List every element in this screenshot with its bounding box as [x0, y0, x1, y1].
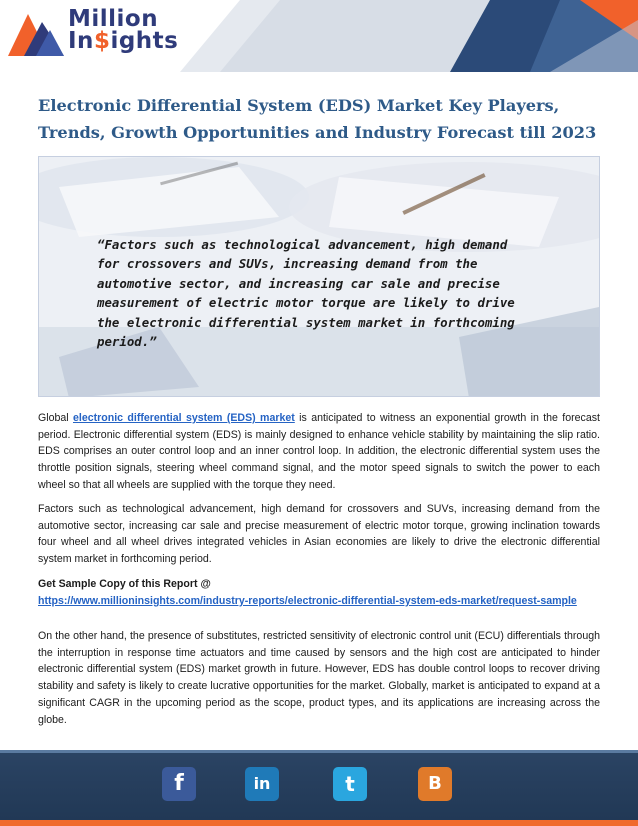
paragraph-3: On the other hand, the presence of substitutes, restricted sensitivity of electronic control unit (ECU) differentials through the interruption in response time actuators and time caused by sensors and the high cost are anticipated to hinder electronic differential system (EDS) market growth in future. However, EDS has double control loops to recover driving stability and safety is likely to create lucrative opportunities for the market. Globally, market is anticipated to expand at a significant CAGR in the upcoming period as the scope, product types, and its applications are increasing across the globe. — [38, 630, 600, 726]
footer-strip — [0, 750, 638, 753]
logo-line-1: Million — [68, 6, 159, 32]
header-decoration — [180, 0, 638, 72]
linkedin-icon[interactable]: in — [245, 767, 279, 801]
sample-label: Get Sample Copy of this Report @ — [38, 578, 211, 590]
logo-line-2: In$ights — [68, 28, 179, 54]
paragraph-1 — [38, 410, 600, 494]
sample-link[interactable]: https://www.millioninsights.com/industry-reports/electronic-differential-system-eds-market/request-sample — [38, 594, 577, 607]
page-title: Electronic Differential System (EDS) Market Key Players, Trends, Growth Opportunities and Industry Forecast till 2023 — [38, 96, 597, 142]
paragraph-1-prefix: Global — [38, 412, 73, 424]
blogger-icon[interactable]: B — [418, 767, 452, 801]
facebook-icon[interactable]: f — [162, 767, 196, 801]
footer-bottom-bar — [0, 820, 638, 826]
footer — [0, 750, 638, 826]
logo-text — [68, 8, 178, 52]
header — [0, 0, 638, 72]
market-link[interactable]: electronic differential system (EDS) market — [73, 412, 295, 424]
quote-box — [38, 156, 600, 397]
paragraph-2: Factors such as technological advancement, high demand for crossovers and SUVs, increasing demand from the automotive sector, increasing car sale and precise measurement of electric motor torque, growing inclination towards four wheel and all wheel drives integrated vehicles in Asian economies are likely to drive the electronic differential system market in forthcoming period. — [38, 503, 600, 566]
paragraph-1-suffix: is anticipated to witness an exponential growth in the forecast period. Electronic differential system (EDS) is mainly designed to enhance vehicle stability by maintaining the slip ratio. EDS comprises an outer control loop and an inner control loop. In addition, the electronic differential system uses the throttle position signals, steering wheel command signal, and the motor speed signals to switch the power to each wheel so that all wheels are supplied with the torque they need. — [38, 412, 600, 491]
sample-section — [38, 576, 600, 609]
twitter-icon[interactable]: t — [333, 767, 367, 801]
quote-text: “Factors such as technological advancement, high demand for crossovers and SUVs, increasing demand from the automotive sector, and increasing car sale and precise measurement of electric motor torque are likely to drive the electronic differential system market in forthcoming period.” — [97, 237, 515, 350]
